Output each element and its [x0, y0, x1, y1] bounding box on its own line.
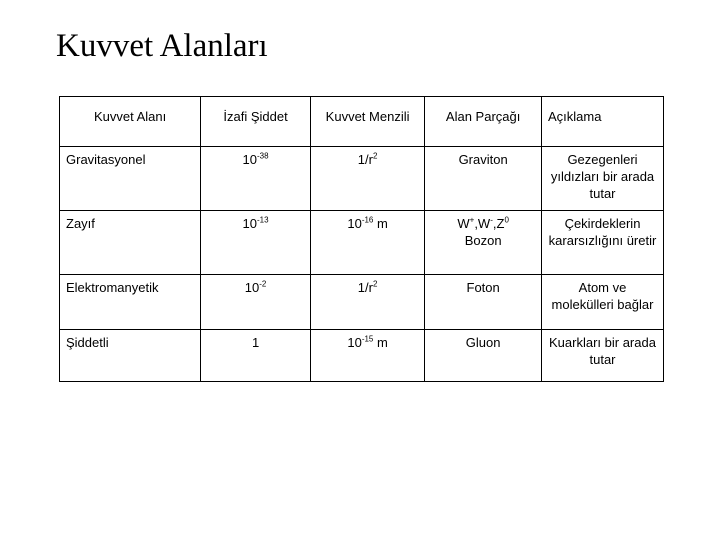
header-force-range: Kuvvet Menzili [310, 97, 424, 147]
relative-strength: 1 [201, 330, 311, 382]
table-row [60, 275, 664, 330]
slide-title: Kuvvet Alanları [56, 28, 268, 64]
relative-strength: $10^{-38}$ [201, 147, 311, 211]
header-description: Açıklama [542, 97, 664, 147]
header-relative-strength: İzafi Şiddet [201, 97, 311, 147]
force-range: $1/r^2$ [310, 147, 424, 211]
force-name: Elektromanyetik [60, 275, 201, 330]
field-particle: Foton [425, 275, 542, 330]
force-description: Gezegenleri yıldızları bir arada tutar [542, 147, 664, 211]
field-particle: Gluon [425, 330, 542, 382]
force-range: $10^{-16}$ m [310, 211, 424, 275]
force-description: Atom ve molekülleri bağlar [542, 275, 664, 330]
force-name: Şiddetli [60, 330, 201, 382]
field-particle: $W^+,W^-,Z^0$ Bozon [425, 211, 542, 275]
force-range: $1/r^2$ [310, 275, 424, 330]
relative-strength: $10^{-2}$ [201, 275, 311, 330]
force-name: Gravitasyonel [60, 147, 201, 211]
force-range: $10^{-15}$ m [310, 330, 424, 382]
table-row [60, 147, 664, 211]
field-particle: Graviton [425, 147, 542, 211]
force-name: Zayıf [60, 211, 201, 275]
table-header-row [60, 97, 664, 147]
table-row [60, 330, 664, 382]
force-fields-table [59, 96, 664, 382]
force-description: Kuarkları bir arada tutar [542, 330, 664, 382]
force-description: Çekirdeklerin kararsızlığını üretir [542, 211, 664, 275]
table-row [60, 211, 664, 275]
header-force-field: Kuvvet Alanı [60, 97, 201, 147]
relative-strength: $10^{-13}$ [201, 211, 311, 275]
header-field-particle: Alan Parçağı [425, 97, 542, 147]
